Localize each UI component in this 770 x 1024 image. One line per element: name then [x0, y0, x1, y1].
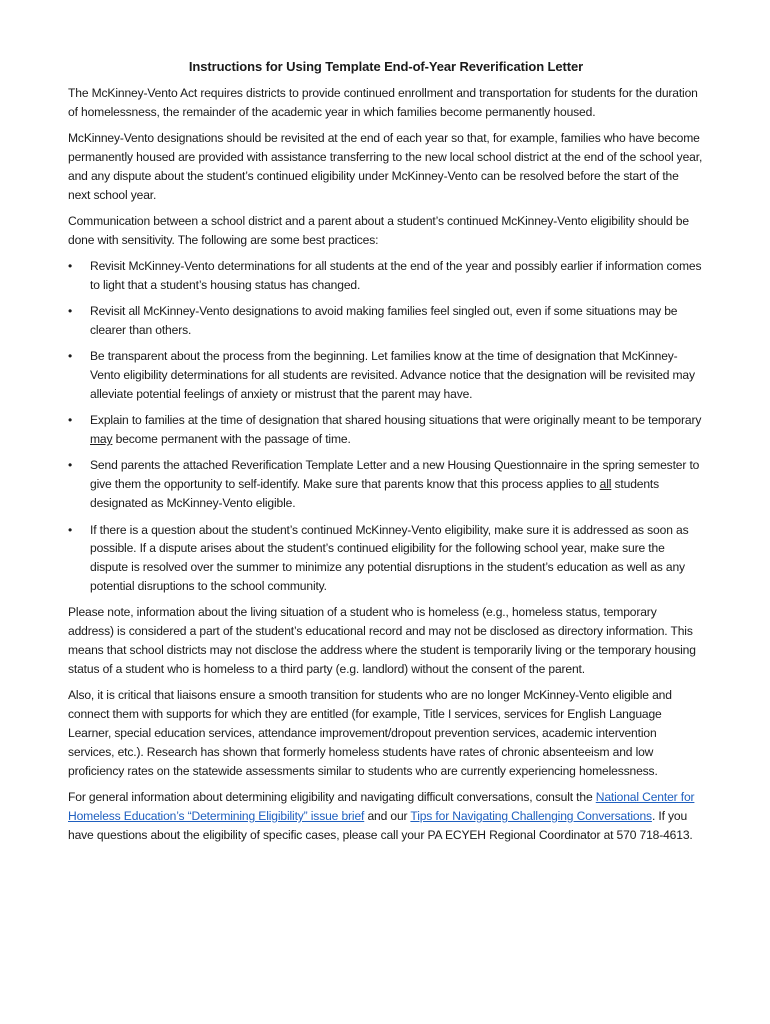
tips-conversations-link[interactable]: Tips for Navigating Challenging Conversations: [410, 809, 652, 824]
bullet-icon: •: [68, 259, 73, 274]
list-item: [68, 456, 704, 513]
list-item-text-end: become permanent with the passage of time.: [112, 432, 351, 447]
underlined-word: all: [599, 477, 612, 492]
list-item: [68, 257, 704, 295]
bullet-icon: •: [68, 349, 73, 364]
resources-text-middle: and our: [364, 809, 411, 824]
designation-paragraph: McKinney-Vento designations should be revisited at the end of each year so that, for example, families who have become permanently housed are provided with assistance transferring to the new local school district at the end of the school year, and any dispute about the student’s continued eligibility under McKinney-Vento can be resolved before the start of the next school year.: [68, 131, 703, 202]
list-item-text: If there is a question about the student’s continued McKinney-Vento eligibility, make sure it is addressed as soon as possible. If a dispute arises about the student’s continued eligibility for the following school year, make sure the dispute is resolved over the summer to minimize any potential disruptions in the student’s education as well as any potential disruptions to the school community.: [90, 522, 689, 594]
best-practices-list: [68, 257, 704, 596]
list-item: [68, 521, 704, 597]
list-item-text-end: students designated as McKinney-Vento eligible.: [90, 477, 660, 511]
list-item-text-start: Explain to families at the time of designation that shared housing situations that were originally meant to be temporary: [90, 413, 702, 428]
communication-paragraph: Communication between a school district and a parent about a student’s continued McKinney-Vento eligibility should be done with sensitivity. The following are some best practices:: [68, 214, 689, 247]
resources-paragraph: [68, 788, 704, 845]
list-item: [68, 302, 704, 340]
privacy-paragraph: Please note, information about the living situation of a student who is homeless (e.g., homeless status, temporary address) is considered a part of the student’s educational record and may not be disclosed as directory information. This means that school districts may not disclose the address where the student is temporarily living or the temporary housing status of a student who is homeless to a third party (e.g. landlord) without the consent of the parent.: [68, 605, 696, 677]
list-item-text: [90, 458, 699, 510]
resources-text-start: For general information about determining eligibility and navigating difficult conversations, consult the: [68, 790, 596, 805]
transition-paragraph: Also, it is critical that liaisons ensure a smooth transition for students who are no longer McKinney-Vento eligible and connect them with supports for which they are entitled (for example, Title I services, services for English Language Learner, special education services, attendance improvement/dropout prevention services, academic intervention services, etc.). Research has shown that formerly homeless students have rates of chronic absenteeism and low proficiency rates on the statewide assessments similar to students who are currently experiencing homelessness.: [68, 688, 672, 778]
list-item-text-start: Send parents the attached Reverification Template Letter and a new Housing Questionnaire in the spring semester to give them the opportunity to self-identify. Make sure that parents know that this process applies to: [90, 458, 700, 492]
nche-issue-brief-link[interactable]: National Center for Homeless Education’s “Determining Eligibility” issue brief: [68, 790, 695, 824]
intro-paragraph: The McKinney-Vento Act requires districts to provide continued enrollment and transportation for students for the duration of homelessness, the remainder of the academic year in which families become permanently housed.: [68, 86, 698, 119]
underlined-word: may: [90, 432, 113, 447]
list-item: [68, 347, 704, 404]
list-item-text: Be transparent about the process from the beginning. Let families know at the time of designation that McKinney-Vento eligibility determinations for all students are revisited. Advance notice that the designation will be revisited may alleviate potential feelings of anxiety or mistrust that the parent may have.: [90, 349, 695, 402]
list-item-text: Revisit McKinney-Vento determinations for all students at the end of the year and possibly earlier if information comes to light that a student’s housing status has changed.: [90, 259, 702, 293]
bullet-icon: •: [68, 413, 73, 428]
resources-text-end: . If you have questions about the eligibility of specific cases, please call your PA ECYEH Regional Coordinator at 570 718-4613.: [68, 809, 693, 842]
list-item-text: [90, 413, 701, 446]
list-item: [68, 411, 704, 449]
document-title: Instructions for Using Template End-of-Year Reverification Letter: [188, 59, 584, 74]
list-item-text: Revisit all McKinney-Vento designations to avoid making families feel singled out, even if some situations may be clearer than others.: [90, 304, 678, 338]
bullet-icon: •: [68, 522, 73, 537]
bullet-icon: •: [68, 304, 73, 319]
bullet-icon: •: [68, 458, 73, 473]
